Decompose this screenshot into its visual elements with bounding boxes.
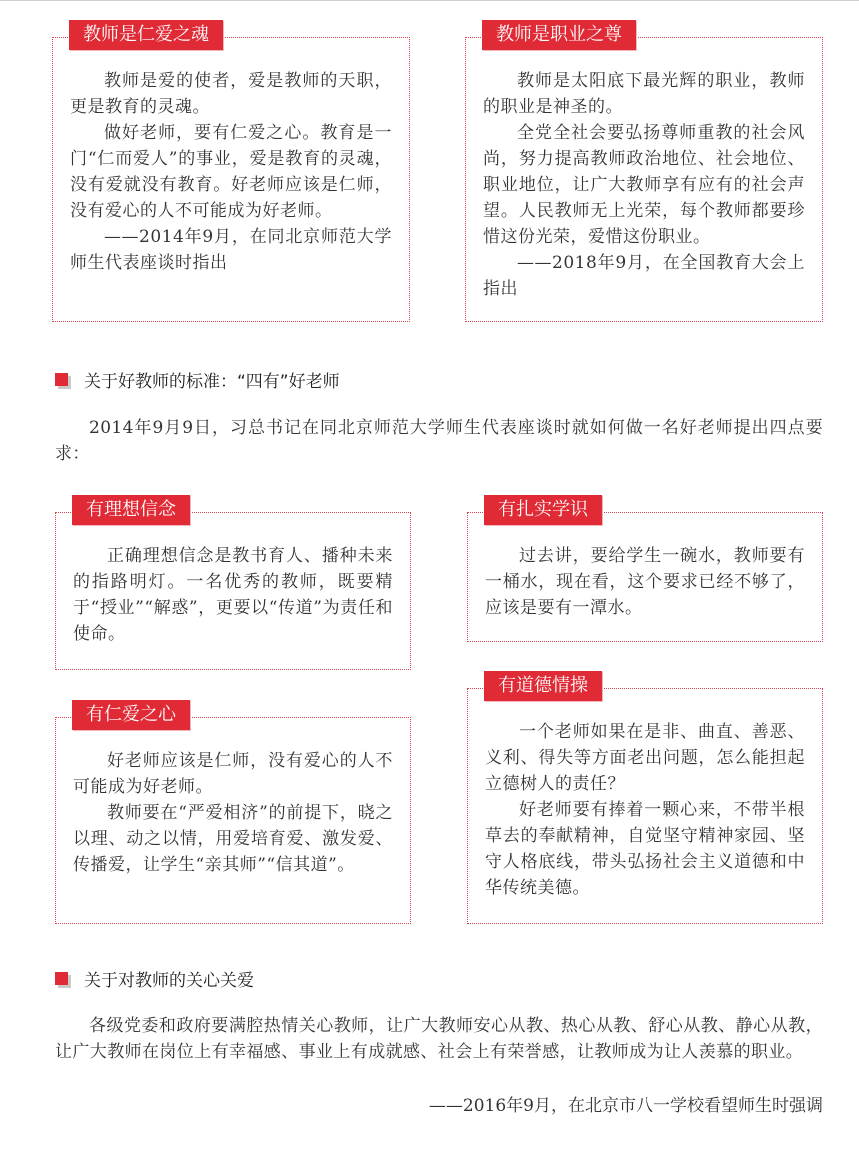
- section-heading-care-for-teachers: [55, 965, 254, 991]
- box-paragraph: 一个老师如果在是非、曲直、善恶、义利、得失等方面老出问题，怎么能担起立德树人的责任？: [485, 722, 805, 794]
- box-title-tag: 教师是职业之尊: [482, 20, 636, 50]
- box-body: [485, 543, 805, 621]
- box-paragraph: 好老师要有捧着一颗心来，不带半根草去的奉献精神，自觉坚守精神家园、坚守人格底线，带头弘扬社会主义道德和中华传统美德。: [485, 800, 805, 898]
- box-body: [70, 68, 392, 276]
- red-square-bullet-icon: [55, 373, 68, 386]
- top-rule: [0, 0, 859, 1]
- red-square-bullet-icon: [55, 972, 68, 985]
- box-paragraph: 好老师应该是仁师，没有爱心的人不可能成为好老师。: [73, 751, 393, 797]
- section-intro: 2014年9月9日，习总书记在同北京师范大学师生代表座谈时就如何做一名好老师提出四点要求：: [55, 418, 823, 464]
- box-paragraph: 教师要在“严爱相济”的前提下，晓之以理、动之以情，用爱培育爱、激发爱、传播爱，让学生“亲其师”“信其道”。: [73, 803, 393, 875]
- box-title-tag: 有仁爱之心: [72, 700, 190, 730]
- quote-box-benevolence-soul: [52, 24, 410, 322]
- box-title-tag: 有道德情操: [484, 671, 602, 701]
- requirement-box-knowledge: [467, 499, 823, 642]
- quote-source: ——2016年9月，在北京市八一学校看望师生时强调: [428, 1096, 823, 1116]
- box-paragraph: 教师是爱的使者，爱是教师的天职，更是教育的灵魂。: [70, 71, 392, 117]
- box-body: [483, 68, 805, 302]
- box-paragraph: 全党全社会要弘扬尊师重教的社会风尚，努力提高教师政治地位、社会地位、职业地位，让广大教师享有应有的社会声望。人民教师无上光荣，每个教师都要珍惜这份光荣，爱惜这份职业。: [483, 123, 805, 247]
- box-paragraph: 正确理想信念是教书育人、播种未来的指路明灯。一名优秀的教师，既要精于“授业”“解惑”，更要以“传道”为责任和使命。: [73, 546, 393, 644]
- quote-box-profession-honor: [465, 24, 823, 322]
- box-title-tag: 有理想信念: [72, 495, 190, 525]
- box-title-tag: 教师是仁爱之魂: [69, 20, 223, 50]
- box-paragraph: 做好老师，要有仁爱之心。教育是一门“仁而爱人”的事业，爱是教育的灵魂，没有爱就没有教育。好老师应该是仁师，没有爱心的人不可能成为好老师。: [70, 123, 392, 221]
- box-body: [73, 543, 393, 647]
- section-body: 各级党委和政府要满腔热情关心教师，让广大教师安心从教、热心从教、舒心从教、静心从教，让广大教师在岗位上有幸福感、事业上有成就感、社会上有荣誉感，让教师成为让人羡慕的职业。: [55, 1016, 823, 1062]
- box-title-tag: 有扎实学识: [484, 495, 602, 525]
- requirement-box-ideals: [55, 499, 411, 670]
- quote-source: ——2014年9月，在同北京师范大学师生代表座谈时指出: [70, 227, 392, 273]
- section-heading-text: 关于对教师的关心关爱: [84, 970, 254, 991]
- box-paragraph: 教师是太阳底下最光辉的职业，教师的职业是神圣的。: [483, 71, 805, 117]
- section-heading-text: 关于好教师的标准：“四有”好老师: [84, 371, 340, 392]
- requirement-box-benevolence: [55, 704, 411, 924]
- box-body: [73, 748, 393, 878]
- requirement-box-morality: [467, 675, 823, 924]
- section-heading-four-haves: [55, 366, 340, 392]
- box-paragraph: 过去讲，要给学生一碗水，教师要有一桶水，现在看，这个要求已经不够了，应该是要有一潭水。: [485, 546, 805, 618]
- box-body: [485, 719, 805, 901]
- quote-source: ——2018年9月，在全国教育大会上指出: [483, 253, 805, 299]
